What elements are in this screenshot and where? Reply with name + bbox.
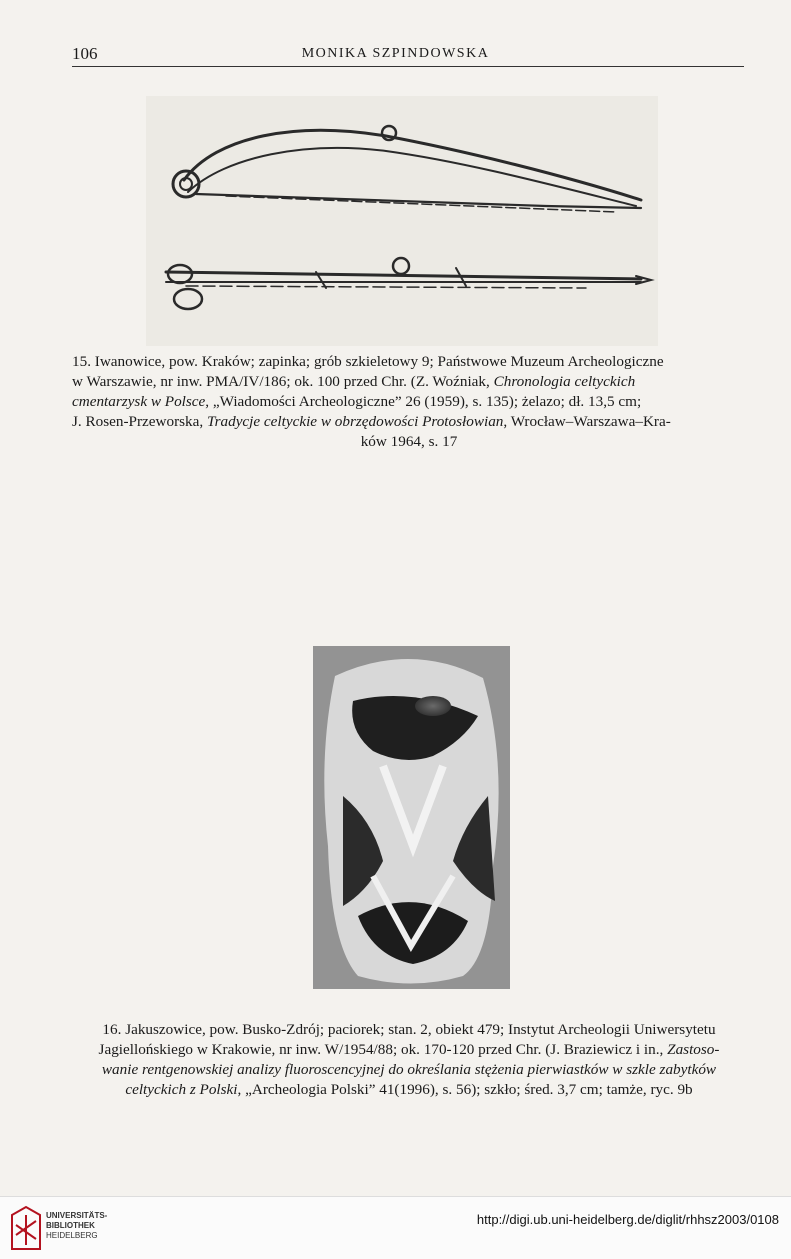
header-rule (72, 66, 744, 67)
page-number: 106 (72, 44, 98, 63)
library-name-line-1: UNIVERSITÄTS- (46, 1211, 108, 1220)
caption-16-text: Jagiellońskiego w Krakowie, nr inw. W/1954/88; ok. 170-120 przed Chr. (J. Braziewicz i in., (98, 1041, 664, 1058)
caption-15-title: Tradycje celtyckie w obrzędowości Protosłowian (206, 413, 504, 430)
fibula-drawing (146, 96, 658, 346)
caption-15-line-5: ków 1964, s. 17 (360, 433, 458, 450)
caption-16-line-1: 16. Jakuszowice, pow. Busko-Zdrój; paciorek; stan. 2, obiekt 479; Instytut Archeologii Uniwersytetu (102, 1021, 716, 1038)
caption-16-title: Zastoso- (667, 1041, 720, 1058)
caption-15-text: , „Wiadomości Archeologiczne” 26 (1959), s. 135); żelazo; dł. 13,5 cm; (205, 393, 642, 410)
footer-bar (0, 1196, 791, 1259)
source-url-link[interactable]: http://digi.ub.uni-heidelberg.de/diglit/rhhsz2003/0108 (476, 1212, 779, 1227)
caption-16-title: celtyckich z Polski (125, 1081, 238, 1098)
caption-15-text: , Wrocław–Warszawa–Kra- (503, 413, 671, 430)
caption-16-line-3 (72, 1060, 746, 1080)
caption-16-line-2 (72, 1040, 746, 1060)
glass-bead-photo (313, 646, 510, 989)
caption-15-line-3 (72, 392, 746, 412)
heidelberg-library-logo-icon[interactable] (10, 1205, 42, 1256)
caption-15-text: J. Rosen-Przeworska, (72, 413, 204, 430)
caption-16-title: wanie rentgenowskiej analizy fluoroscencyjnej do określania stężenia pierwiastków w szkle zabytków (101, 1061, 717, 1078)
library-name-line-3: HEIDELBERG (46, 1231, 98, 1240)
caption-15-line-4 (72, 412, 746, 432)
caption-15-title: Chronologia celtyckich (493, 373, 636, 390)
caption-figure-15 (72, 352, 746, 452)
caption-16-text: , „Archeologia Polski” 41(1996), s. 56); szkło; śred. 3,7 cm; tamże, ryc. 9b (237, 1081, 693, 1098)
caption-15-text: w Warszawie, nr inw. PMA/IV/186; ok. 100 przed Chr. (Z. Woźniak, (72, 373, 490, 390)
caption-16-line-4 (72, 1080, 746, 1100)
caption-15-title: cmentarzysk w Polsce (72, 393, 206, 410)
caption-15-line-1: 15. Iwanowice, pow. Kraków; zapinka; grób szkieletowy 9; Państwowe Muzeum Archeologiczne (72, 353, 664, 370)
library-name (46, 1211, 107, 1241)
caption-figure-16 (72, 1020, 746, 1100)
caption-15-line-2 (72, 372, 746, 392)
running-head: MONIKA SZPINDOWSKA (301, 46, 490, 61)
library-name-line-2: BIBLIOTHEK (46, 1221, 95, 1230)
